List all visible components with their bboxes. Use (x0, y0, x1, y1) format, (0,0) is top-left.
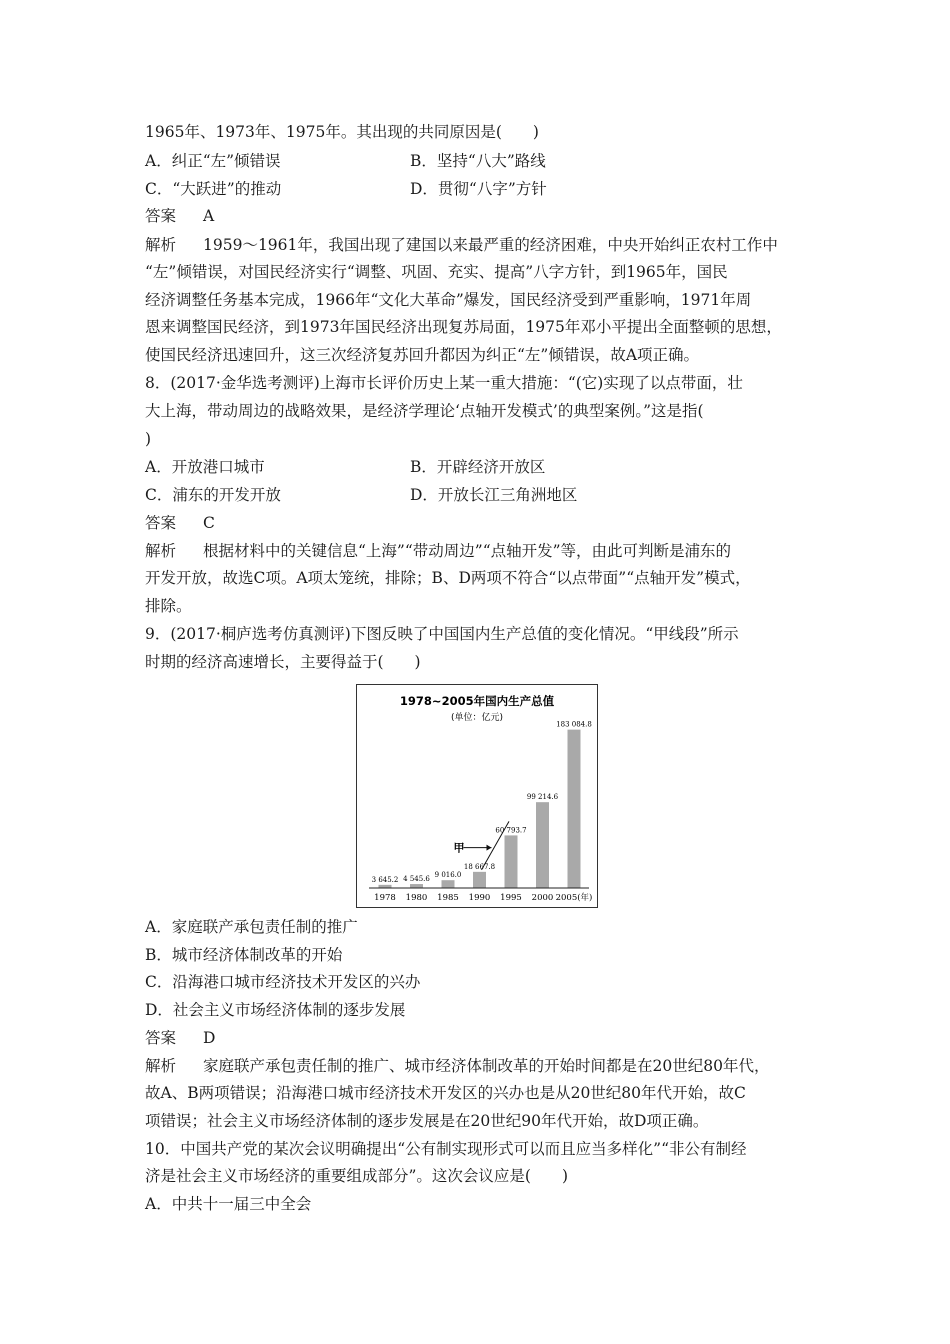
q8-analysis-line-3: 排除。 (145, 597, 192, 615)
q7-answer (145, 206, 825, 226)
x-tick-label-5: 2000 (531, 893, 554, 903)
chart-subtitle: (单位：亿元) (450, 713, 504, 723)
q10-stem-line-2: 济是社会主义市场经济的重要组成部分”。这次会议应是( ) (145, 1167, 569, 1185)
q9-analysis-line-1 (145, 1056, 825, 1076)
answer-label: 答案 (145, 1029, 177, 1047)
bar-6 (568, 730, 581, 888)
annotation-arrowhead (487, 845, 492, 851)
q7-analysis-line-4: 恩来调整国民经济，到1973年国民经济出现复苏局面，1975年邓小平提出全面整顿的思想， (145, 318, 782, 336)
q8-stem-line-3: ) (145, 430, 152, 448)
x-tick-label-3: 1990 (468, 893, 491, 903)
analysis-text: 家庭联产承包责任制的推广、城市经济体制改革的开始时间都是在20世纪80年代， (203, 1057, 770, 1075)
chart-bars (372, 721, 592, 888)
answer-value: D (203, 1029, 216, 1047)
q7-option-d: D．贯彻“八字”方针 (410, 180, 547, 198)
q7-analysis-line-2: “左”倾错误，对国民经济实行“调整、巩固、充实、提高”八字方针，到1965年，国民 (145, 263, 728, 281)
bar-value-label-4: 60 793.7 (495, 826, 527, 835)
q9-option-c: C．沿海港口城市经济技术开发区的兴办 (145, 973, 421, 991)
gdp-bar-chart (356, 684, 598, 908)
analysis-label: 解析 (145, 542, 177, 560)
q8-option-a: A．开放港口城市 (145, 458, 265, 476)
q10-stem-line-1: 10．中国共产党的某次会议明确提出“公有制实现形式可以而且应当多样化”“非公有制经 (145, 1140, 747, 1158)
x-tick-label-6: 2005(年) (555, 893, 593, 903)
answer-label: 答案 (145, 207, 177, 225)
q7-analysis-line-3: 经济调整任务基本完成，1966年“文化大革命”爆发，国民经济受到严重影响，1971年周 (145, 291, 752, 309)
q7-option-b: B．坚持“八大”路线 (410, 152, 546, 170)
x-tick-label-2: 1985 (437, 893, 459, 903)
answer-label: 答案 (145, 514, 177, 532)
bar-2 (442, 880, 455, 888)
bar-value-label-5: 99 214.6 (526, 793, 559, 802)
x-axis-labels (374, 892, 592, 903)
q7-option-c: C．“大跃进”的推动 (145, 180, 282, 198)
bar-5 (536, 802, 549, 888)
q9-stem-line-2: 时期的经济高速增长，主要得益于( ) (145, 653, 421, 671)
q9-answer (145, 1028, 825, 1048)
q9-analysis-line-2: 故A、B两项错误；沿海港口城市经济技术开发区的兴办也是从20世纪80年代开始，故C (145, 1084, 746, 1102)
x-tick-label-0: 1978 (374, 893, 396, 903)
bar-value-label-6: 183 084.8 (556, 720, 592, 729)
x-tick-label-1: 1980 (405, 893, 428, 903)
q7-analysis-line-1 (145, 235, 825, 255)
answer-value: C (203, 514, 215, 532)
q8-answer (145, 513, 825, 533)
chart-title: 1978~2005年国内生产总值 (399, 694, 555, 708)
answer-value: A (203, 207, 215, 225)
q7-stem: 1965年、1973年、1975年。其出现的共同原因是( ) (145, 123, 539, 141)
annotation-label: 甲 (453, 841, 465, 855)
gdp-chart-svg (357, 685, 597, 907)
q9-stem-line-1: 9．(2017·桐庐选考仿真测评)下图反映了中国国内生产总值的变化情况。“甲线段”所示 (145, 625, 739, 643)
q8-option-d: D．开放长江三角洲地区 (410, 486, 578, 504)
analysis-text: 根据材料中的关键信息“上海”“带动周边”“点轴开发”等，由此可判断是浦东的 (203, 542, 732, 560)
q8-stem-line-1: 8．(2017·金华选考测评)上海市长评价历史上某一重大措施：“(它)实现了以点带面，壮 (145, 374, 743, 392)
q7-analysis-line-5: 使国民经济迅速回升，这三次经济复苏回升都因为纠正“左”倾错误，故A项正确。 (145, 346, 700, 364)
q8-option-b: B．开辟经济开放区 (410, 458, 546, 476)
q8-analysis-line-1 (145, 541, 825, 561)
x-tick-label-4: 1995 (500, 893, 522, 903)
bar-1 (410, 884, 423, 888)
q7-option-a: A．纠正“左”倾错误 (145, 152, 281, 170)
bar-value-label-1: 4 545.6 (403, 875, 430, 884)
q9-option-d: D．社会主义市场经济体制的逐步发展 (145, 1001, 406, 1019)
q9-option-b: B．城市经济体制改革的开始 (145, 946, 343, 964)
q9-option-a: A．家庭联产承包责任制的推广 (145, 918, 358, 936)
bar-4 (505, 835, 518, 888)
q8-stem-line-2: 大上海，带动周边的战略效果，是经济学理论‘点轴开发模式’的典型案例。”这是指( (145, 402, 704, 420)
analysis-label: 解析 (145, 1057, 177, 1075)
q8-analysis-line-2: 开发开放，故选C项。A项太笼统，排除；B、D两项不符合“以点带面”“点轴开发”模式， (145, 569, 751, 587)
bar-value-label-0: 3 645.2 (371, 875, 399, 884)
bar-3 (473, 872, 486, 888)
q10-option-a: A．中共十一届三中全会 (145, 1195, 312, 1213)
analysis-text: 1959～1961年，我国出现了建国以来最严重的经济困难，中央开始纠正农村工作中 (203, 236, 778, 254)
bar-value-label-3: 18 667.8 (463, 862, 496, 871)
analysis-label: 解析 (145, 236, 177, 254)
bar-value-label-2: 9 016.0 (434, 871, 462, 880)
q8-option-c: C．浦东的开发开放 (145, 486, 281, 504)
q9-analysis-line-3: 项错误；社会主义市场经济体制的逐步发展是在20世纪90年代开始，故D项正确。 (145, 1112, 709, 1130)
